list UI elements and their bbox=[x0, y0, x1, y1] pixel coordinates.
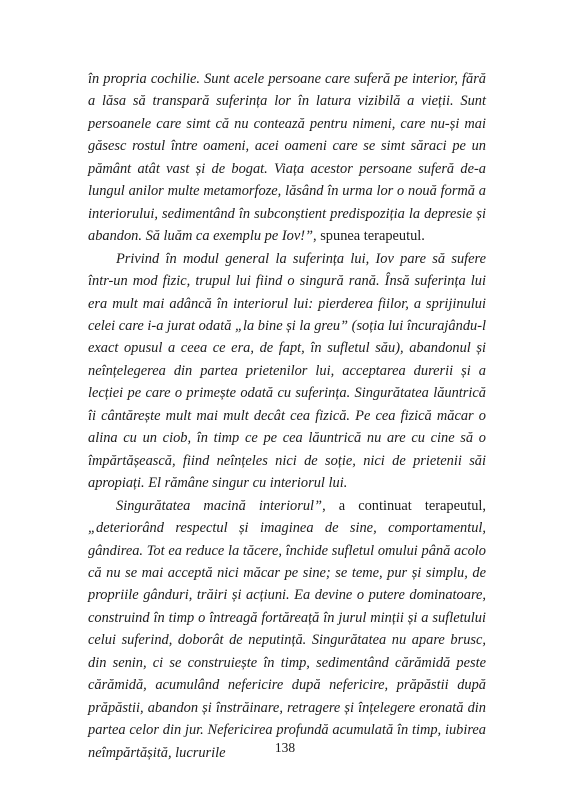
paragraph-2 bbox=[88, 248, 486, 495]
page-number: 138 bbox=[274, 740, 296, 755]
paragraph-text-italic: Singurătatea macină interiorul” bbox=[116, 497, 323, 514]
paragraph-text: , a continuat terapeutul, bbox=[322, 497, 486, 514]
paragraph-3 bbox=[88, 495, 486, 764]
paragraph-text: , spunea terapeutul. bbox=[313, 228, 425, 245]
paragraph-text-italic: Privind în modul general la suferința lui, Iov pare să sufere într-un mod fizic, trupul lui fiind o singură rană. Însă suferința lui era mult mai adâncă în interiorul lui: pierderea fiilor, a sprijinului celei care i-a jurat odată „la bine și la greu” (soția lui încurajându-l exact opusul a ceea ce era, de fapt, în sufletul său), abandonul și neînțelegerea din partea prietenilor lui, acceptarea durerii și a lecției pe care o primește odată cu suferința. Singurătatea lăuntrică îi cântărește mult mai mult decât cea fizică. Pe cea fizică măcar o alina cu un ciob, în timp ce pe cea lăuntrică nu are cu cine să o împărtășească, fiind neînțeles nici de soție, nici de prietenii săi apropiați. El rămâne singur cu interiorul lui. bbox=[88, 250, 486, 492]
paragraph-text-italic: în propria cochilie. Sunt acele persoane care suferă pe interior, fără a lăsa să transpară suferința lor în latura vizibilă a vieții. Sunt persoanele care simt că nu contează pentru nimeni, care nu-și mai găsesc rostul între oameni, acei oameni care se simt săraci pe un pământ atât vast și de bogat. Viața acestor persoane suferă de-a lungul anilor multe metamorfoze, lăsând în urma lor o nouă formă a interiorului, sedimentând în subconștient predispoziția la depresie și abandon. Să luăm ca exemplu pe Iov!” bbox=[88, 71, 486, 245]
paragraph-text-italic: „deteriorând respectul și imaginea de sine, comportamentul, gândirea. Tot ea reduce la tăcere, închide sufletul omului până acolo că nu se mai acceptă nici măcar pe sine; se teme, pur și simplu, de propriile gânduri, trăiri și acțiuni. Ea devine o putere dominatoare, construind în timp o întreagă fortăreață în jurul minții și a sufletului celui suferind, doborât de neputință. Singurătatea nu apare brusc, din senin, ci se construiește în timp, sedimentând cărămidă peste cărămidă, acumulând nefericire după nefericire, prăpăstii după prăpăstii, abandon și înstrăinare, retragere și înțelegere eronată din partea celor din jur. Nefericirea profundă acumulată în timp, iubirea neîmpărtășită, lucrurile bbox=[88, 520, 486, 761]
page-body bbox=[88, 68, 486, 764]
paragraph-1 bbox=[88, 68, 486, 248]
